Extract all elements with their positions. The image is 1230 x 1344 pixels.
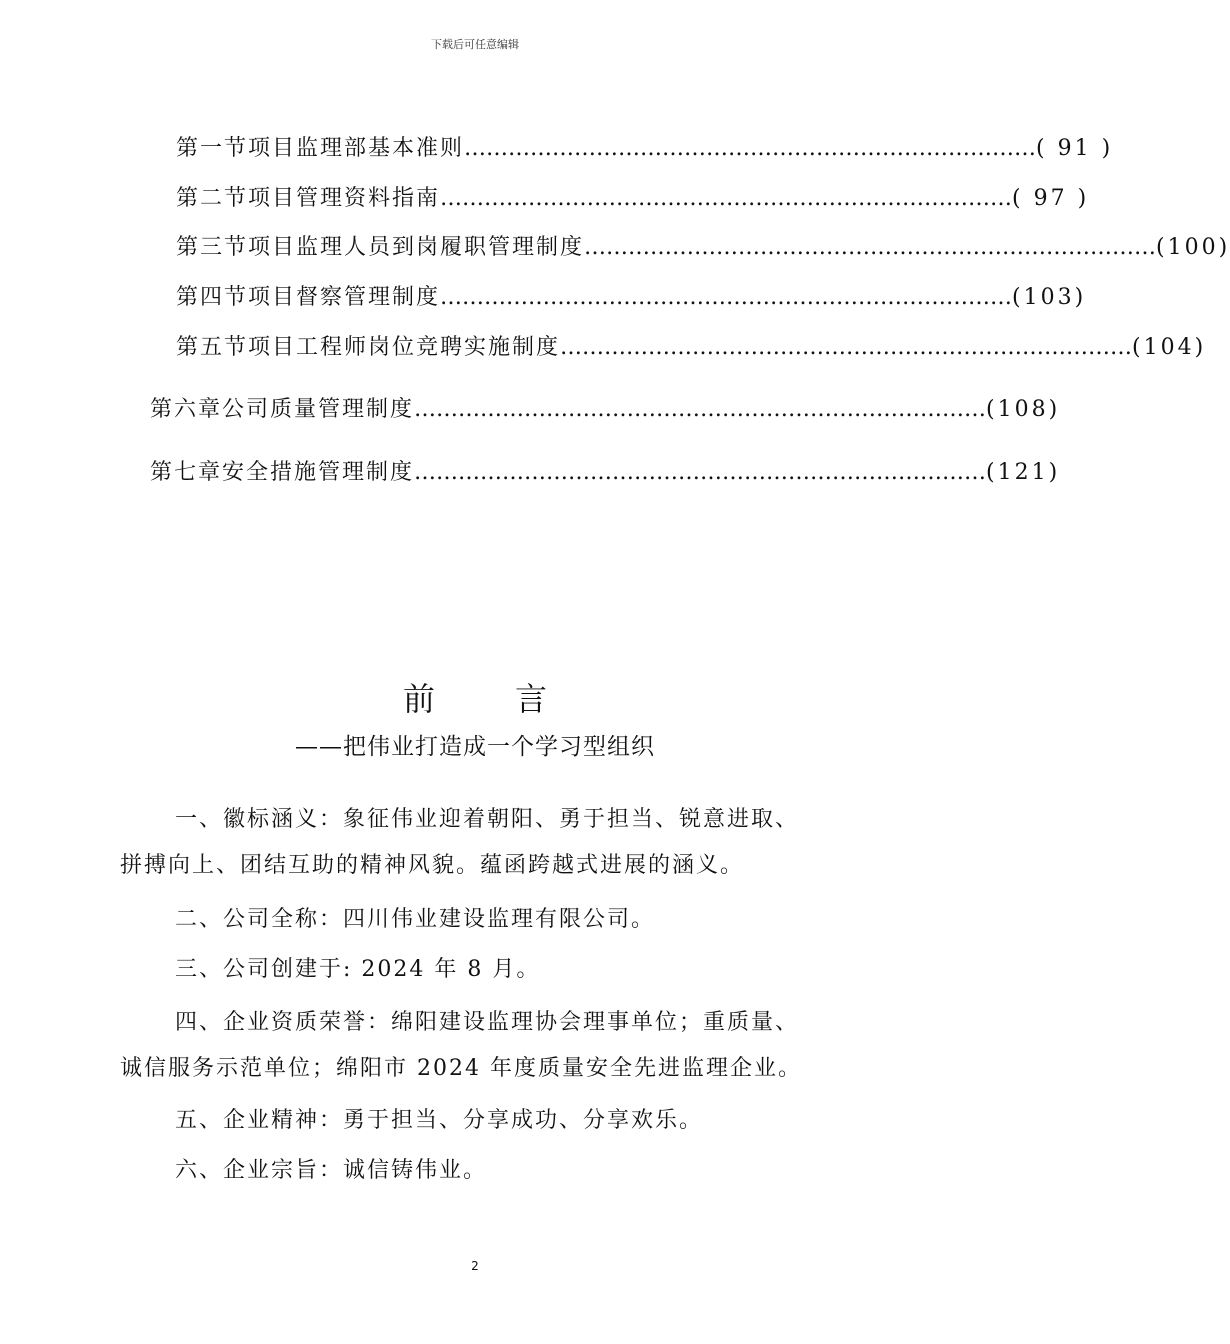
paragraph-line: 诚信服务示范单位；绵阳市 2024 年度质量安全先进监理企业。 [120, 1056, 802, 1081]
toc-page-number: ( 91 ) [1036, 136, 1114, 161]
toc-section-number: 第五节 [176, 335, 249, 360]
toc-title: 项目工程师岗位竞聘实施制度 [248, 335, 561, 360]
paragraph-line: 一、徽标涵义：象征伟业迎着朝阳、勇于担当、锐意进取、 [175, 807, 800, 832]
toc-leader-dots: …………………………………………………………………… [464, 136, 1037, 161]
toc-chapter-number: 第七章 [150, 460, 223, 485]
toc-entry[interactable] [176, 281, 1087, 315]
paragraph-line: 六、企业宗旨：诚信铸伟业。 [175, 1158, 488, 1183]
toc-entry[interactable] [176, 132, 1114, 166]
paragraph-line: 拼搏向上、团结互助的精神风貌。蕴函跨越式进展的涵义。 [120, 853, 745, 878]
preface-paragraph [120, 897, 840, 943]
preface-paragraph [120, 947, 840, 993]
page-header: 下载后可任意编辑 [431, 38, 519, 51]
page-number: 2 [471, 1259, 479, 1273]
paragraph-line: 二、公司全称：四川伟业建设监理有限公司。 [175, 907, 656, 932]
toc-leader-dots: …………………………………………………………………… [560, 335, 1133, 360]
toc-section-number: 第三节 [176, 235, 249, 260]
preface-paragraph [120, 1148, 840, 1194]
toc-title: 项目管理资料指南 [248, 186, 441, 211]
toc-title: 项目督察管理制度 [248, 285, 441, 310]
toc-entry[interactable] [150, 393, 1061, 427]
toc-page-number: (100) [1156, 235, 1230, 260]
toc-page-number: (104) [1132, 335, 1207, 360]
preface-paragraph [120, 1000, 840, 1092]
toc-chapter-number: 第六章 [150, 397, 223, 422]
toc-title: 公司质量管理制度 [222, 397, 415, 422]
toc-page-number: (108) [986, 397, 1061, 422]
toc-leader-dots: …………………………………………………………………… [440, 285, 1013, 310]
toc-title: 项目监理人员到岗履职管理制度 [248, 235, 585, 260]
toc-page-number: ( 97 ) [1012, 186, 1090, 211]
toc-leader-dots: …………………………………………………………………… [440, 186, 1013, 211]
toc-entry[interactable] [176, 231, 1230, 265]
toc-page-number: (103) [1012, 285, 1087, 310]
toc-leader-dots: …………………………………………………………………… [584, 235, 1157, 260]
toc-section-number: 第四节 [176, 285, 249, 310]
toc-entry[interactable] [176, 182, 1090, 216]
toc-leader-dots: …………………………………………………………………… [414, 397, 987, 422]
paragraph-line: 三、公司创建于: 2024 年 8 月。 [175, 957, 541, 982]
toc-section-number: 第二节 [176, 186, 249, 211]
toc-leader-dots: …………………………………………………………………… [414, 460, 987, 485]
preface-subtitle: ——把伟业打造成一个学习型组织 [295, 734, 655, 760]
toc-page-number: (121) [986, 460, 1061, 485]
paragraph-line: 四、企业资质荣誉：绵阳建设监理协会理事单位；重质量、 [175, 1010, 800, 1035]
preface-paragraph [120, 1098, 840, 1144]
toc-entry[interactable] [176, 331, 1207, 365]
toc-section-number: 第一节 [176, 136, 249, 161]
toc-title: 安全措施管理制度 [222, 460, 415, 485]
paragraph-line: 五、企业精神：勇于担当、分享成功、分享欢乐。 [175, 1108, 704, 1133]
preface-paragraph [120, 797, 840, 889]
toc-entry[interactable] [150, 456, 1061, 490]
preface-title: 前言 [402, 680, 627, 718]
toc-title: 项目监理部基本准则 [248, 136, 465, 161]
